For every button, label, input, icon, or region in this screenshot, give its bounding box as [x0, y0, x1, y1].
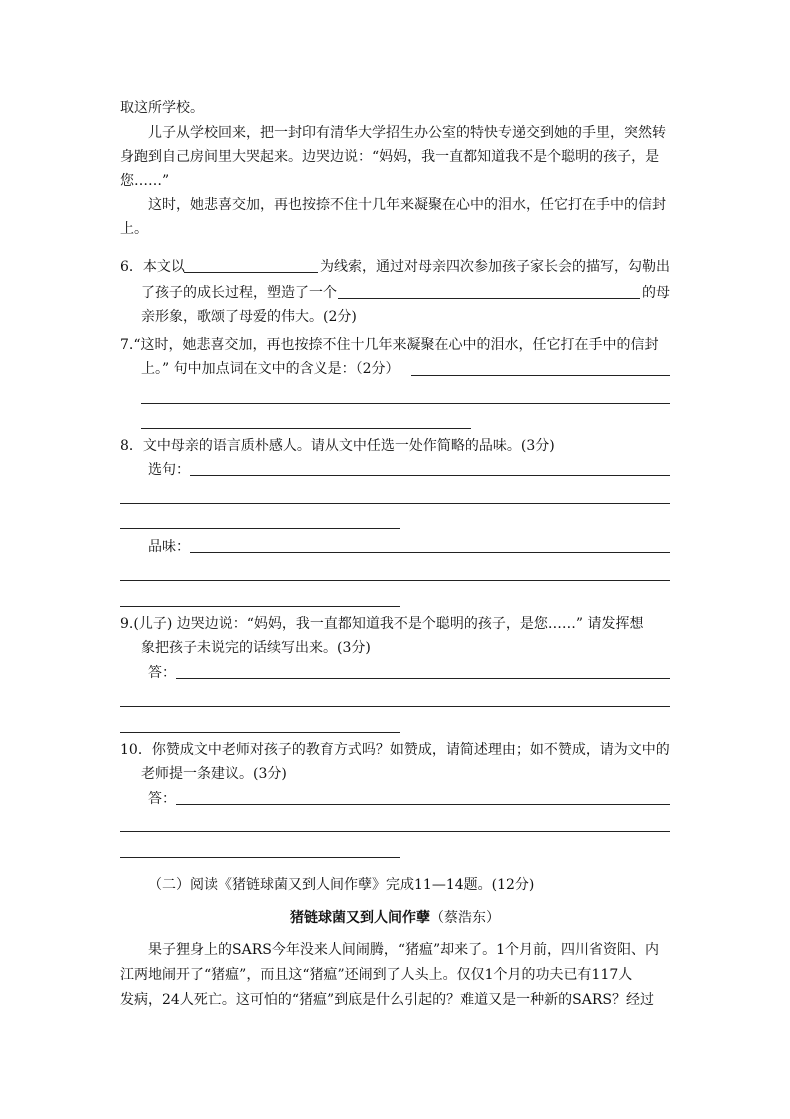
q10-answer-line[interactable]: [120, 831, 670, 832]
passage-line: 上。: [120, 221, 148, 237]
q10-text: 10．你赞成文中老师对孩子的教育方式吗？如赞成，请简述理由；如不赞成，请为文中的: [120, 742, 670, 758]
q10-answer-line[interactable]: [120, 857, 400, 858]
article-line: 发病，24人死亡。这可怕的“猪瘟”到底是什么引起的？难道又是一种新的SARS？经过: [120, 992, 654, 1008]
q6-blank-mother[interactable]: [338, 298, 640, 299]
passage-line: 儿子从学校回来，把一封印有清华大学招生办公室的特快专递交到她的手里，突然转: [148, 125, 666, 141]
q6-text: 的母: [642, 285, 670, 301]
q6-text: 了孩子的成长过程，塑造了一个: [141, 285, 337, 301]
q9-text: 象把孩子未说完的话续写出来。(3分): [141, 640, 371, 656]
q10-label-answer: 答：: [148, 791, 176, 807]
q7-answer-line[interactable]: [411, 375, 670, 376]
q8-label-choose: 选句：: [148, 462, 190, 478]
q6-text: 亲形象，歌颂了母爱的伟大。(2分): [141, 309, 357, 325]
passage-line: 取这所学校。: [120, 100, 204, 116]
q7-answer-line[interactable]: [141, 403, 670, 404]
q6-text: 6．本文以: [120, 259, 185, 275]
q10-answer-line[interactable]: [176, 804, 670, 805]
q8-taste-line[interactable]: [120, 580, 670, 581]
q6-blank-clue[interactable]: [184, 272, 318, 273]
article-heading: [0, 909, 790, 927]
q8-choose-line[interactable]: [120, 528, 400, 529]
q9-answer-line[interactable]: [120, 706, 670, 707]
q8-text: 8．文中母亲的语言质朴感人。请从文中任选一处作简略的品味。(3分): [120, 438, 555, 454]
q6-text: 为线索，通过对母亲四次参加孩子家长会的描写，勾勒出: [320, 259, 670, 275]
q9-answer-line[interactable]: [176, 678, 670, 679]
section2-intro: （二）阅读《猪链球菌又到人间作孽》完成11—14题。(12分): [148, 877, 535, 893]
q8-taste-line[interactable]: [190, 552, 670, 553]
q8-label-taste: 品味：: [148, 539, 190, 555]
q9-text: 9.(儿子) 边哭边说：“妈妈，我一直都知道我不是个聪明的孩子，是您……” 请发挥想: [120, 616, 644, 632]
passage-line: 身跑到自己房间里大哭起来。边哭边说：“妈妈，我一直都知道我不是个聪明的孩子，是: [120, 149, 660, 165]
q8-choose-line[interactable]: [120, 503, 670, 504]
article-title: 猪链球菌又到人间作孽: [290, 910, 430, 926]
article-author: （蔡浩东）: [430, 910, 500, 926]
q8-choose-line[interactable]: [190, 475, 670, 476]
article-line: 果子狸身上的SARS今年没来人间闹腾，“猪瘟”却来了。1个月前，四川省资阳、内: [148, 942, 660, 958]
q9-label-answer: 答：: [148, 665, 176, 681]
q7-text: 上。” 句中加点词在文中的含义是：（2分）: [141, 361, 400, 377]
passage-line: 您……”: [120, 173, 170, 189]
q8-taste-line[interactable]: [120, 606, 400, 607]
q7-text: 7.“这时，她悲喜交加，再也按捺不住十几年来凝聚在心中的泪水，任它打在手中的信封: [120, 337, 659, 353]
q7-answer-line[interactable]: [141, 428, 471, 429]
q10-text: 老师提一条建议。(3分): [141, 766, 287, 782]
article-line: 江两地闹开了“猪瘟”，而且这“猪瘟”还闹到了人头上。仅仅1个月的功夫已有117人: [120, 967, 633, 983]
q9-answer-line[interactable]: [120, 732, 400, 733]
passage-line: 这时，她悲喜交加，再也按捺不住十几年来凝聚在心中的泪水，任它打在手中的信封: [148, 197, 666, 213]
